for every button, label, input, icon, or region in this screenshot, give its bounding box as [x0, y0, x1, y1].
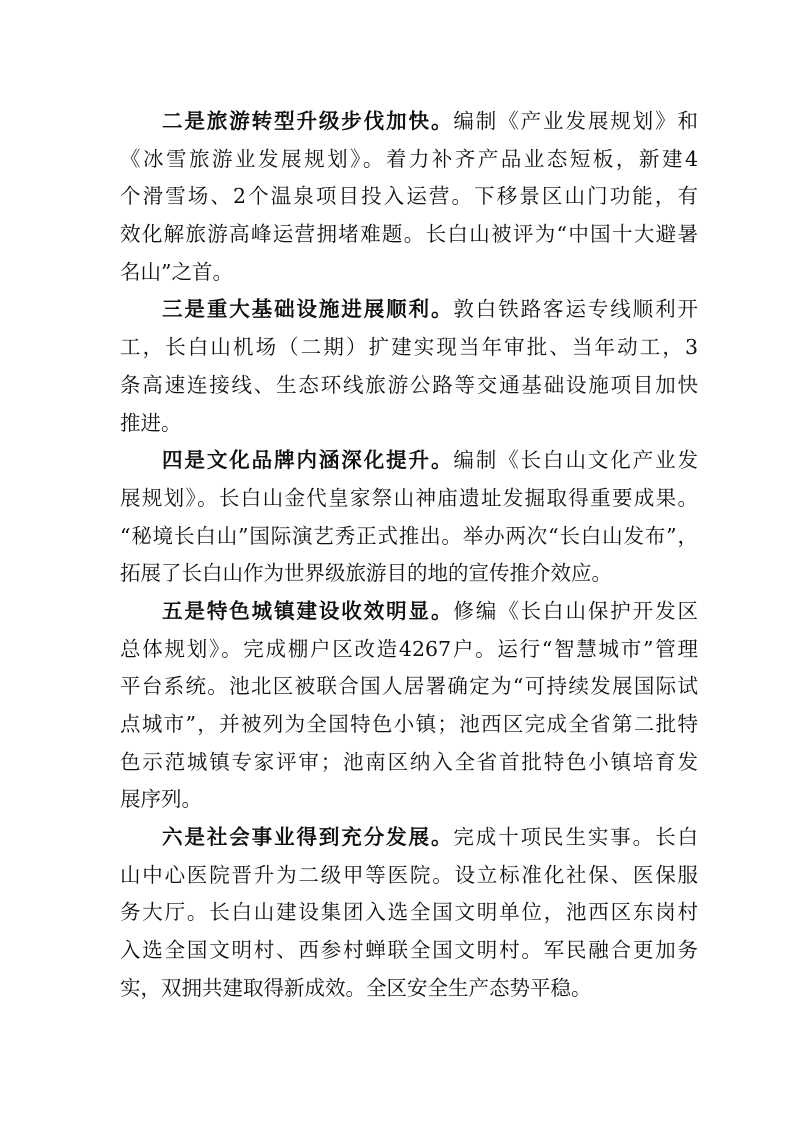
- paragraph-text: 完成十项民生实事。长白: [453, 825, 699, 850]
- paragraph-line: [120, 631, 698, 669]
- paragraph-line: [120, 216, 698, 254]
- paragraph-text: 编制《产业发展规划》和: [453, 109, 699, 133]
- paragraph-text: “秘境长白山”国际演艺秀正式推出。举办两次“长白山发布”，: [120, 523, 698, 548]
- paragraph-text: 务大厅。长白山建设集团入选全国文明单位，池西区东岗村: [120, 900, 698, 925]
- paragraph-line: [120, 593, 698, 631]
- paragraph-line: [120, 442, 698, 480]
- paragraph-line: [120, 555, 698, 593]
- paragraph-text: 个滑雪场、2个温泉项目投入运营。下移景区山门功能，有: [120, 184, 698, 209]
- paragraph-line: [120, 706, 698, 744]
- paragraph-line: [120, 329, 698, 367]
- paragraph-text: 展序列。: [120, 787, 202, 812]
- paragraph-heading: 六是社会事业得到充分发展。: [162, 825, 454, 850]
- paragraph-line: [120, 894, 698, 932]
- paragraph-heading: 三是重大基础设施进展顺利。: [162, 297, 454, 322]
- paragraph-text: 工，长白山机场（二期）扩建实现当年审批、当年动工，3: [120, 335, 698, 360]
- paragraph-line: [120, 291, 698, 329]
- paragraph-text: 《冰雪旅游业发展规划》。着力补齐产品业态短板，新建4: [120, 146, 698, 171]
- paragraph-text: 点城市”，并被列为全国特色小镇；池西区完成全省第二批特: [120, 712, 698, 736]
- paragraph-line: [120, 178, 698, 216]
- paragraph-text: 总体规划》。完成棚户区改造4267户。运行“智慧城市”管理: [120, 636, 698, 661]
- paragraph-line: [120, 480, 698, 518]
- paragraph-line: [120, 254, 698, 292]
- paragraph-text: 敦白铁路客运专线顺利开: [453, 297, 699, 322]
- paragraph-heading: 二是旅游转型升级步伐加快。: [162, 109, 454, 133]
- paragraph-line: [120, 405, 698, 443]
- paragraph-text: 条高速连接线、生态环线旅游公路等交通基础设施项目加快: [120, 372, 698, 397]
- paragraph-line: [120, 518, 698, 556]
- paragraph-text: 入选全国文明村、西参村蝉联全国文明村。军民融合更加务: [120, 938, 698, 963]
- paragraph-text: 名山”之首。: [120, 259, 233, 284]
- paragraph-line: [120, 970, 698, 1008]
- paragraph-text: 推进。: [120, 410, 182, 435]
- paragraph-line: [120, 141, 698, 179]
- document-body: [120, 103, 698, 1008]
- paragraph-line: [120, 103, 698, 141]
- paragraph-heading: 五是特色城镇建设收效明显。: [162, 598, 454, 623]
- paragraph-text: 展规划》。长白山金代皇家祭山神庙遗址发掘取得重要成果。: [120, 485, 698, 510]
- paragraph-line: [120, 781, 698, 819]
- paragraph-text: 平台系统。池北区被联合国人居署确定为“可持续发展国际试: [120, 674, 698, 699]
- paragraph-line: [120, 857, 698, 895]
- paragraph-text: 色示范城镇专家评审；池南区纳入全省首批特色小镇培育发: [120, 749, 698, 774]
- paragraph-line: [120, 744, 698, 782]
- paragraph-line: [120, 668, 698, 706]
- paragraph-text: 拓展了长白山作为世界级旅游目的地的宣传推介效应。: [120, 561, 612, 586]
- paragraph-text: 编制《长白山文化产业发: [453, 448, 699, 473]
- paragraph-text: 修编《长白山保护开发区: [453, 598, 699, 623]
- paragraph-heading: 四是文化品牌内涵深化提升。: [162, 448, 454, 473]
- paragraph-text: 山中心医院晋升为二级甲等医院。设立标准化社保、医保服: [120, 862, 698, 887]
- paragraph-line: [120, 367, 698, 405]
- paragraph-text: 效化解旅游高峰运营拥堵难题。长白山被评为“中国十大避暑: [120, 222, 698, 247]
- paragraph-text: 实，双拥共建取得新成效。全区安全生产态势平稳。: [120, 975, 592, 1000]
- paragraph-line: [120, 932, 698, 970]
- paragraph-line: [120, 819, 698, 857]
